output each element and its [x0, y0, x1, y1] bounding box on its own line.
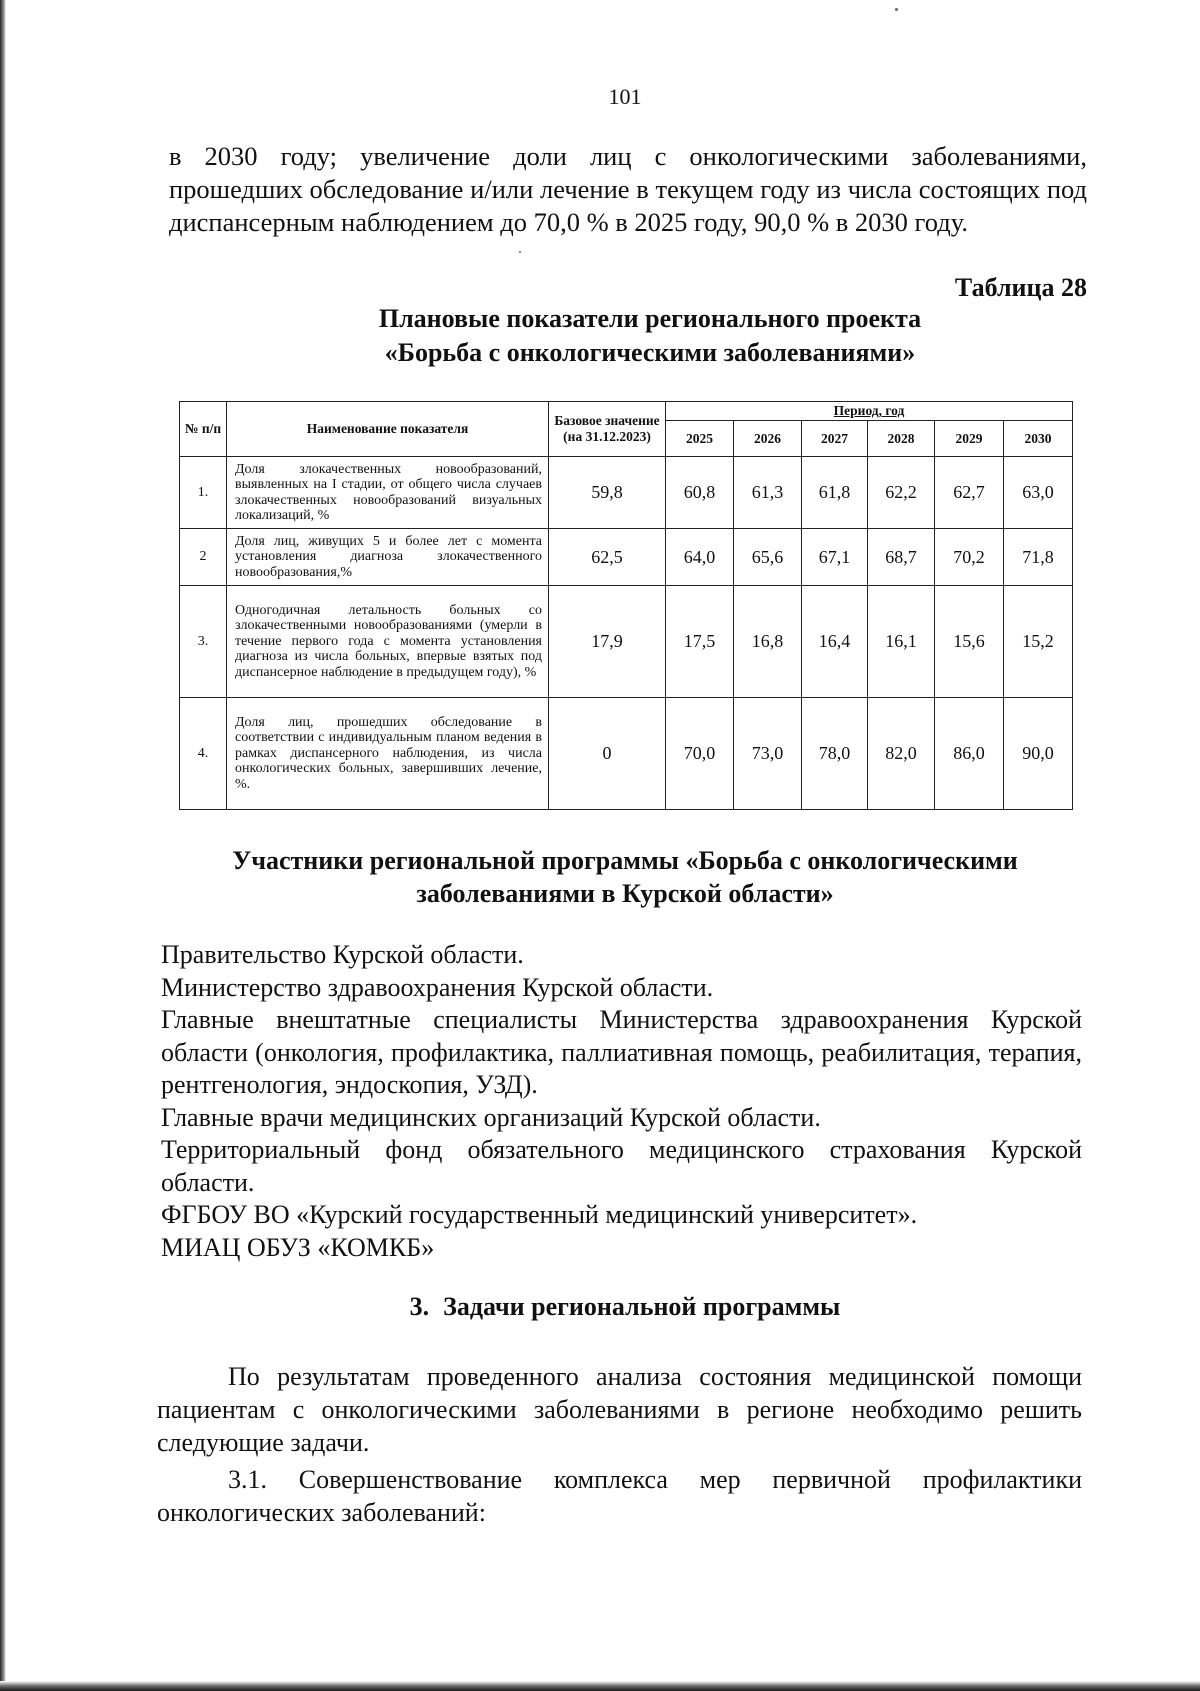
- header-year: 2027: [802, 421, 868, 457]
- tasks-heading-title: Задачи региональной программы: [443, 1292, 841, 1321]
- row-name: Одногодичная летальность больных со злокачественными новообразованиями (умерли в течение первого года с момента установления диагноза из числа больных, впервые взятых под диспансерное наблюдение в предыдущем году), %: [227, 586, 549, 698]
- table-title-line1: Плановые показатели регионального проекта: [378, 304, 922, 333]
- table-row: [180, 529, 1073, 586]
- row-value: 15,6: [935, 586, 1004, 698]
- participant-item: Главные врачи медицинских организаций Курской области.: [161, 1102, 821, 1132]
- tasks-paragraph: 3.1. Совершенствование комплекса мер первичной профилактики онкологических заболеваний:: [157, 1465, 1082, 1527]
- row-base: 62,5: [549, 529, 666, 586]
- row-value: 62,2: [868, 457, 935, 529]
- participant-item: Правительство Курской области.: [161, 940, 524, 969]
- row-value: 78,0: [802, 698, 868, 810]
- row-base: 17,9: [549, 586, 666, 698]
- row-value: 90,0: [1004, 698, 1073, 810]
- participants-title-line2: заболеваниями в Курской области»: [416, 879, 834, 908]
- row-value: 16,1: [868, 586, 935, 698]
- indicators-table: [179, 401, 1073, 810]
- row-value: 70,0: [666, 698, 734, 810]
- table-row: [180, 698, 1073, 810]
- header-year: 2028: [868, 421, 935, 457]
- row-value: 64,0: [666, 529, 734, 586]
- header-base: Базовое значение (на 31.12.2023): [549, 402, 666, 457]
- row-value: 86,0: [935, 698, 1004, 810]
- row-value: 71,8: [1004, 529, 1073, 586]
- row-value: 70,2: [935, 529, 1004, 586]
- row-num: 2: [180, 529, 227, 586]
- table-label: Таблица 28: [954, 273, 1087, 302]
- header-year: 2026: [734, 421, 802, 457]
- participants-title: [160, 844, 1090, 910]
- intro-paragraph: в 2030 году; увеличение доли лиц с онкологическими заболеваниями, прошедших обследование и/или лечение в текущем году из числа состоящих под диспансерным наблюдением до 70,0 % в 2025 году, 90,0 % в 2030 году.: [169, 141, 1087, 237]
- header-name: Наименование показателя: [227, 402, 549, 457]
- row-value: 62,7: [935, 457, 1004, 529]
- participant-item: МИАЦ ОБУЗ «КОМКБ»: [161, 1232, 435, 1262]
- header-num: № п/п: [180, 402, 227, 457]
- scan-speck: [519, 251, 521, 253]
- page-number: 101: [608, 84, 642, 109]
- table-title: [200, 302, 1100, 370]
- tasks-heading-number: 3.: [409, 1292, 430, 1321]
- row-value: 60,8: [666, 457, 734, 529]
- row-value: 67,1: [802, 529, 868, 586]
- row-value: 65,6: [734, 529, 802, 586]
- row-value: 82,0: [868, 698, 935, 810]
- header-period: Период, год: [666, 402, 1073, 421]
- row-name: Доля лиц, прошедших обследование в соответствии с индивидуальным планом ведения в рамках диспансерного наблюдения, из числа онкологических больных, завершивших лечение, %.: [227, 698, 549, 810]
- row-value: 61,8: [802, 457, 868, 529]
- row-value: 73,0: [734, 698, 802, 810]
- row-value: 68,7: [868, 529, 935, 586]
- participant-item: ФГБОУ ВО «Курский государственный медицинский университет».: [161, 1200, 918, 1229]
- header-year: 2030: [1004, 421, 1073, 457]
- row-base: 0: [549, 698, 666, 810]
- tasks-paragraph: По результатам проведенного анализа состояния медицинской помощи пациентам с онкологическими заболеваниями в регионе необходимо решить следующие задачи.: [157, 1362, 1082, 1457]
- row-value: 15,2: [1004, 586, 1073, 698]
- header-year: 2029: [935, 421, 1004, 457]
- table-title-line2: «Борьба с онкологическими заболеваниями»: [384, 338, 916, 367]
- row-value: 16,8: [734, 586, 802, 698]
- scan-edge-bottom: [0, 1681, 1200, 1691]
- row-num: 4.: [180, 698, 227, 810]
- tasks-body: [157, 1360, 1082, 1529]
- row-value: 63,0: [1004, 457, 1073, 529]
- participant-item: Территориальный фонд обязательного медицинского страхования Курской области.: [161, 1135, 1082, 1197]
- row-value: 16,4: [802, 586, 868, 698]
- participant-item: Министерство здравоохранения Курской области.: [161, 972, 714, 1002]
- row-num: 3.: [180, 586, 227, 698]
- row-value: 17,5: [666, 586, 734, 698]
- table-row: [180, 457, 1073, 529]
- row-name: Доля злокачественных новообразований, выявленных на I стадии, от общего числа случаев злокачественных новообразований визуальных локализаций, %: [227, 457, 549, 529]
- header-year: 2025: [666, 421, 734, 457]
- row-name: Доля лиц, живущих 5 и более лет с момента установления диагноза злокачественного новообразования,%: [227, 529, 549, 586]
- scan-speck: [895, 8, 898, 11]
- row-num: 1.: [180, 457, 227, 529]
- row-value: 61,3: [734, 457, 802, 529]
- table-row: [180, 586, 1073, 698]
- participant-item: Главные внештатные специалисты Министерства здравоохранения Курской области (онкология, профилактика, паллиативная помощь, реабилитация, терапия, рентгенология, эндоскопия, УЗД).: [161, 1005, 1082, 1099]
- participants-title-line1: Участники региональной программы «Борьба с онкологическими: [232, 846, 1018, 875]
- tasks-heading: [0, 1292, 1200, 1322]
- participants-list: [161, 939, 1082, 1264]
- scan-edge-left: [0, 0, 6, 1691]
- row-base: 59,8: [549, 457, 666, 529]
- indicators-table-wrapper: [179, 401, 1072, 810]
